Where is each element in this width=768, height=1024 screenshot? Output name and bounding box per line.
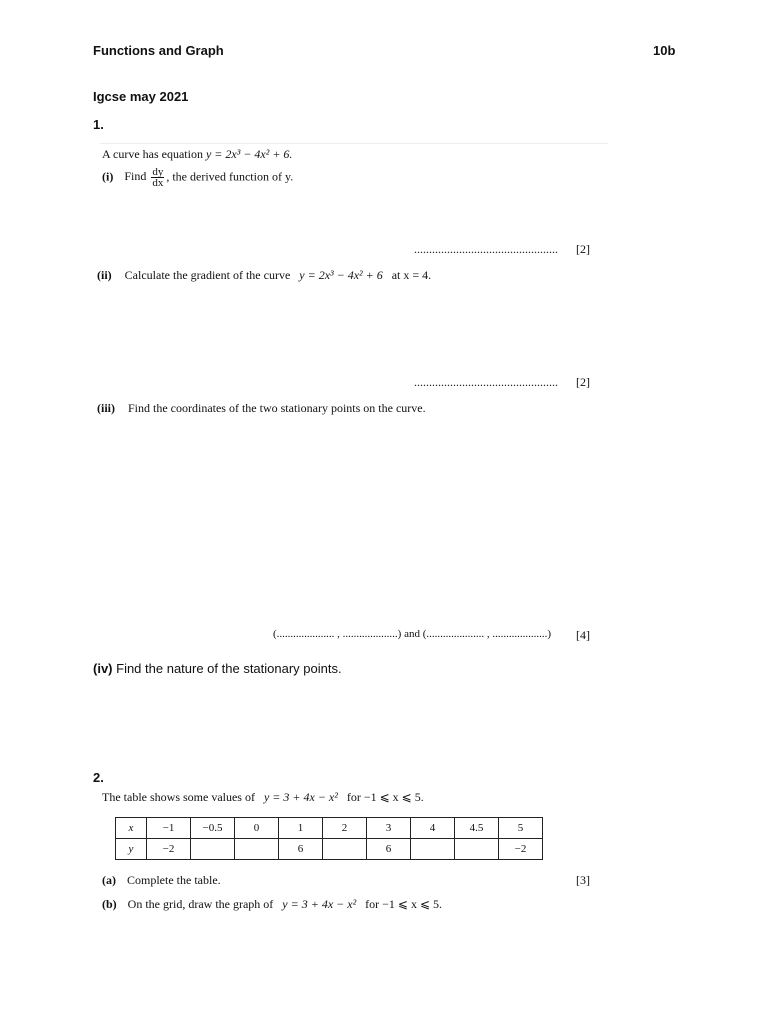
frac-numerator: dy: [152, 166, 164, 178]
q1-equation: y = 2x³ − 4x² + 6.: [205, 147, 293, 161]
q1-i-label: (i): [102, 169, 114, 184]
question-2-number: 2.: [93, 770, 104, 785]
table-row-x: [116, 818, 543, 839]
x-cell: 4.5: [455, 818, 499, 839]
crop-edge: [100, 143, 608, 144]
y-cell: 6: [279, 839, 323, 860]
y-cell-input[interactable]: [235, 839, 279, 860]
q2-b-range: for −1 ⩽ x ⩽ 5.: [365, 897, 443, 911]
q1-part-i: [102, 167, 293, 188]
q1-intro: [102, 147, 292, 162]
q1-part-ii: [97, 268, 431, 283]
q1-ii-marks: [2]: [576, 375, 590, 389]
table-row-y: [116, 839, 543, 860]
y-cell-input[interactable]: [323, 839, 367, 860]
page-code: 10b: [653, 43, 676, 58]
q1-part-iii: [97, 401, 426, 416]
q1-iii-text: Find the coordinates of the two stationary points on the curve.: [128, 401, 426, 415]
x-header-cell: x: [116, 818, 147, 839]
x-cell: −0.5: [191, 818, 235, 839]
q1-intro-text: A curve has equation: [102, 147, 203, 161]
q1-ii-label: (ii): [97, 268, 112, 282]
q1-iii-label: (iii): [97, 401, 115, 415]
frac-denominator: dx: [152, 177, 164, 189]
question-1-number: 1.: [93, 117, 104, 132]
y-cell-input[interactable]: [455, 839, 499, 860]
q1-iii-answer-line: (..................... , ....................) and (..................... , ....................): [273, 628, 552, 640]
q2-a-text: Complete the table.: [127, 873, 221, 887]
q1-ii-answer-line: ................................................: [414, 375, 558, 389]
x-cell: 2: [323, 818, 367, 839]
q1-iv-text: Find the nature of the stationary points.: [116, 661, 342, 676]
q2-b-label: (b): [102, 897, 117, 911]
x-cell: 5: [499, 818, 543, 839]
x-cell: 0: [235, 818, 279, 839]
q1-i-find: Find: [124, 169, 147, 184]
q1-iv-label: (iv): [93, 661, 113, 676]
x-cell: 4: [411, 818, 455, 839]
q2-intro-text: The table shows some values of: [102, 790, 255, 804]
page-title: Functions and Graph: [93, 43, 224, 58]
q1-part-iv: [93, 661, 342, 676]
x-cell: −1: [147, 818, 191, 839]
q2-intro: [102, 790, 424, 805]
q1-ii-equation: y = 2x³ − 4x² + 6: [299, 268, 383, 282]
q2-range: for −1 ⩽ x ⩽ 5.: [346, 790, 424, 804]
q1-ii-text: Calculate the gradient of the curve: [124, 268, 291, 282]
y-cell: 6: [367, 839, 411, 860]
q1-i-rest: , the derived function of y.: [166, 169, 294, 184]
y-cell: −2: [147, 839, 191, 860]
y-cell-input[interactable]: [191, 839, 235, 860]
dy-dx-fraction: [151, 167, 164, 188]
q2-a-label: (a): [102, 873, 116, 887]
y-cell: −2: [499, 839, 543, 860]
q1-i-marks: [2]: [576, 242, 590, 256]
y-header-cell: y: [116, 839, 147, 860]
q2-a-marks: [3]: [576, 873, 590, 887]
q2-b-text: On the grid, draw the graph of: [127, 897, 274, 911]
q1-ii-at: at x = 4.: [391, 268, 432, 282]
exam-label: Igcse may 2021: [93, 89, 189, 104]
q1-iii-marks: [4]: [576, 628, 590, 642]
q2-part-b: [102, 897, 442, 912]
q1-i-answer-line: ................................................: [414, 242, 558, 256]
values-table: [115, 817, 543, 860]
q2-part-a: [102, 873, 221, 888]
y-cell-input[interactable]: [411, 839, 455, 860]
q2-b-equation: y = 3 + 4x − x²: [282, 897, 357, 911]
x-cell: 1: [279, 818, 323, 839]
q2-equation: y = 3 + 4x − x²: [263, 790, 338, 804]
x-cell: 3: [367, 818, 411, 839]
